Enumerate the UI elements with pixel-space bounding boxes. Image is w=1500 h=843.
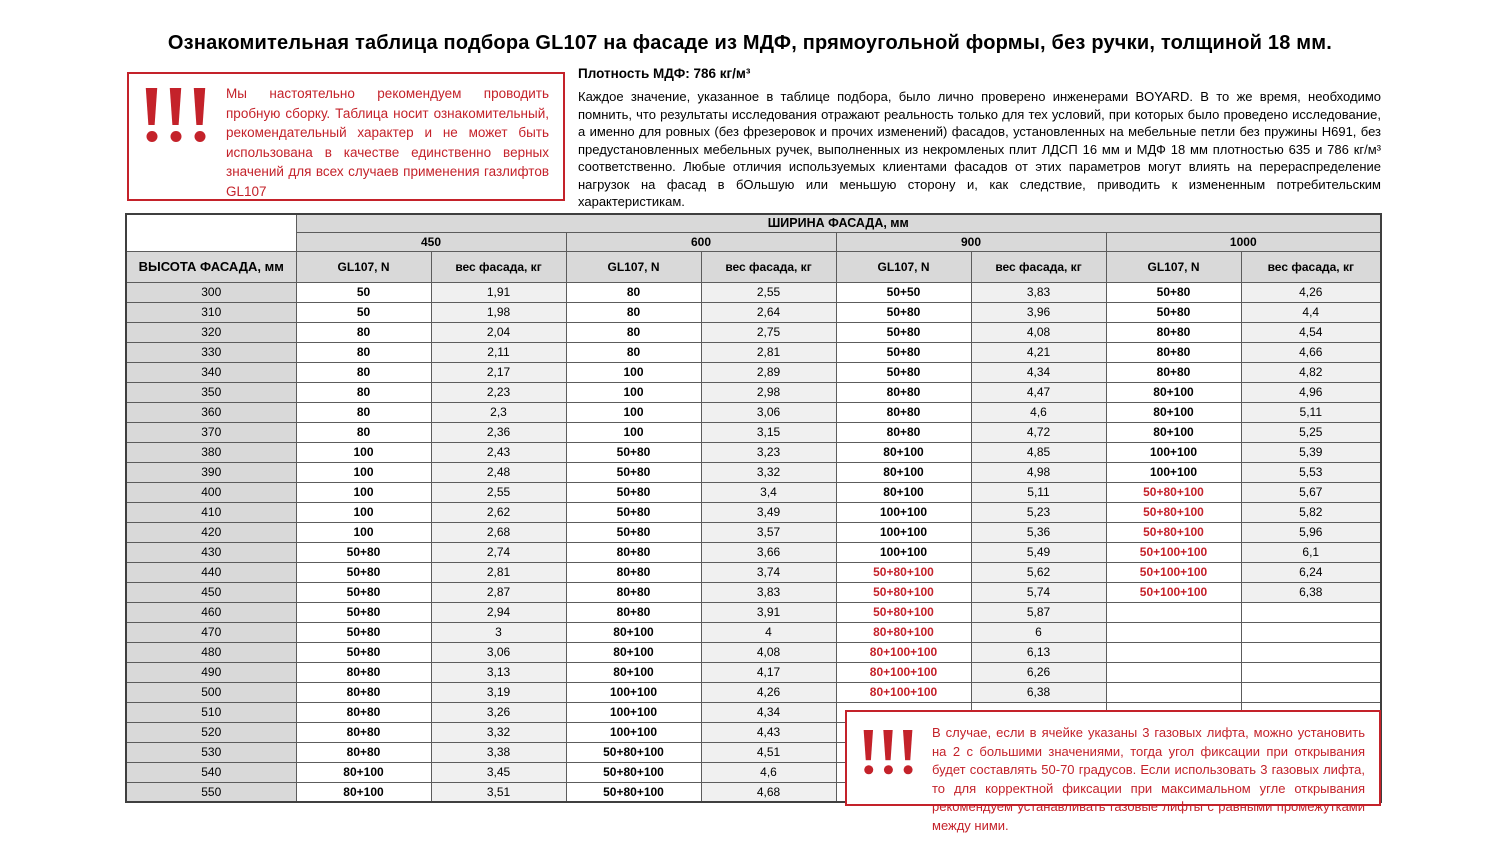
gl107-value-cell: 100+100 xyxy=(836,542,971,562)
gl107-value-cell: 50+80+100 xyxy=(836,602,971,622)
width-group-header: 600 xyxy=(566,232,836,251)
gl107-value-cell: 100+100 xyxy=(1106,462,1241,482)
weight-value-cell: 2,81 xyxy=(431,562,566,582)
weight-value-cell: 6,13 xyxy=(971,642,1106,662)
weight-value-cell: 3,57 xyxy=(701,522,836,542)
top-warning-box xyxy=(127,72,565,201)
weight-value-cell: 1,98 xyxy=(431,302,566,322)
weight-value-cell: 4,17 xyxy=(701,662,836,682)
gl107-value-cell: 80+100 xyxy=(296,782,431,802)
weight-value-cell: 3,49 xyxy=(701,502,836,522)
gl107-value-cell: 80+100+100 xyxy=(836,662,971,682)
weight-value-cell: 4,43 xyxy=(701,722,836,742)
gl107-value-cell: 50+80 xyxy=(566,442,701,462)
gl107-value-cell: 50+100+100 xyxy=(1106,542,1241,562)
weight-value-cell: 4,85 xyxy=(971,442,1106,462)
height-cell: 380 xyxy=(126,442,296,462)
weight-value-cell: 2,98 xyxy=(701,382,836,402)
weight-value-cell: 4,34 xyxy=(701,702,836,722)
gl107-value-cell: 80+80+100 xyxy=(836,622,971,642)
gl107-value-cell: 80+100 xyxy=(1106,422,1241,442)
weight-value-cell: 3 xyxy=(431,622,566,642)
weight-value-cell: 5,39 xyxy=(1241,442,1381,462)
gl107-value-cell: 100+100 xyxy=(1106,442,1241,462)
weight-value-cell: 2,55 xyxy=(701,282,836,302)
weight-value-cell: 4,34 xyxy=(971,362,1106,382)
intro-paragraph: Каждое значение, указанное в таблице подбора, было лично проверено инженерами BOYARD. В то же время, необходимо помнить, что результаты исследования отражают реальность только для тех условий, при которых было проведено исследование, а именно для ровных (без фрезеровок и прочих изменений) фасадов, установленных на мебельные петли без пружины H691, без предустановленных мебельных ручек, выполненных из некромленых плит ЛДСП 16 мм и МДФ 18 мм плотностью 635 и 786 кг/м³ соответственно. Любые отличия используемых клиентами фасадов от этих параметров могут влиять на перераспределение нагрузок на фасад в бОльшую или меньшую сторону и, как следствие, приводить к измененным потребительским характеристикам. xyxy=(578,89,1381,209)
weight-value-cell: 5,11 xyxy=(971,482,1106,502)
gl107-value-cell: 80+80 xyxy=(566,542,701,562)
table-row xyxy=(126,502,1381,522)
gl107-value-cell: 100 xyxy=(296,522,431,542)
gl107-value-cell: 80+100+100 xyxy=(836,682,971,702)
gl107-value-cell: 80+100 xyxy=(566,662,701,682)
weight-value-cell: 4,21 xyxy=(971,342,1106,362)
gl107-value-cell: 80+80 xyxy=(1106,342,1241,362)
empty-cell xyxy=(1106,662,1241,682)
table-row xyxy=(126,402,1381,422)
gl107-value-cell: 80+80 xyxy=(836,422,971,442)
weight-value-cell: 3,74 xyxy=(701,562,836,582)
gl107-value-cell: 80+100 xyxy=(836,462,971,482)
weight-value-cell: 6 xyxy=(971,622,1106,642)
height-cell: 420 xyxy=(126,522,296,542)
empty-cell xyxy=(1106,682,1241,702)
weight-value-cell: 2,48 xyxy=(431,462,566,482)
gl107-value-cell: 80 xyxy=(566,342,701,362)
gl107-value-cell: 80 xyxy=(566,322,701,342)
gl107-value-cell: 80 xyxy=(296,382,431,402)
gl107-value-cell: 80+80 xyxy=(296,702,431,722)
height-cell: 550 xyxy=(126,782,296,802)
gl107-value-cell: 100+100 xyxy=(836,502,971,522)
gl107-value-cell: 50+80+100 xyxy=(1106,482,1241,502)
weight-value-cell: 4,96 xyxy=(1241,382,1381,402)
height-cell: 360 xyxy=(126,402,296,422)
weight-value-cell: 2,43 xyxy=(431,442,566,462)
gl107-value-cell: 80+80 xyxy=(836,382,971,402)
weight-value-cell: 2,23 xyxy=(431,382,566,402)
weight-value-cell: 3,45 xyxy=(431,762,566,782)
weight-value-cell: 3,15 xyxy=(701,422,836,442)
height-cell: 480 xyxy=(126,642,296,662)
weight-value-cell: 4,26 xyxy=(1241,282,1381,302)
weight-value-cell: 3,51 xyxy=(431,782,566,802)
weight-value-cell: 6,1 xyxy=(1241,542,1381,562)
gl107-value-cell: 100 xyxy=(566,382,701,402)
table-row xyxy=(126,642,1381,662)
gl107-value-cell: 50+80+100 xyxy=(566,742,701,762)
weight-value-cell: 3,91 xyxy=(701,602,836,622)
height-cell: 490 xyxy=(126,662,296,682)
gl107-value-cell: 50+80+100 xyxy=(566,782,701,802)
table-row xyxy=(126,622,1381,642)
height-cell: 320 xyxy=(126,322,296,342)
weight-value-cell: 4,68 xyxy=(701,782,836,802)
gl107-value-cell: 50+80 xyxy=(296,562,431,582)
gl107-value-cell: 100 xyxy=(566,422,701,442)
weight-value-cell: 2,87 xyxy=(431,582,566,602)
empty-cell xyxy=(1241,682,1381,702)
width-group-header: 900 xyxy=(836,232,1106,251)
height-cell: 520 xyxy=(126,722,296,742)
table-row xyxy=(126,342,1381,362)
weight-value-cell: 4,6 xyxy=(971,402,1106,422)
gl107-value-cell: 80+100 xyxy=(836,482,971,502)
height-cell: 400 xyxy=(126,482,296,502)
height-cell: 470 xyxy=(126,622,296,642)
gl107-value-cell: 50+100+100 xyxy=(1106,582,1241,602)
weight-value-cell: 4,51 xyxy=(701,742,836,762)
gl107-value-cell: 50+80 xyxy=(836,302,971,322)
weight-value-cell: 2,17 xyxy=(431,362,566,382)
weight-value-cell: 3,06 xyxy=(431,642,566,662)
weight-value-cell: 4,4 xyxy=(1241,302,1381,322)
table-header-row-width xyxy=(126,214,1381,232)
height-cell: 300 xyxy=(126,282,296,302)
empty-cell xyxy=(1106,602,1241,622)
gl107-value-cell: 80+100 xyxy=(1106,382,1241,402)
gl107-value-cell: 80+80 xyxy=(296,682,431,702)
gl107-value-cell: 50+80 xyxy=(296,582,431,602)
gl107-value-cell: 80+80 xyxy=(566,562,701,582)
gl107-value-cell: 80+100+100 xyxy=(836,642,971,662)
height-cell: 540 xyxy=(126,762,296,782)
weight-value-cell: 1,91 xyxy=(431,282,566,302)
weight-value-cell: 2,11 xyxy=(431,342,566,362)
weight-value-cell: 2,94 xyxy=(431,602,566,622)
gl107-value-cell: 100 xyxy=(296,442,431,462)
weight-value-cell: 2,3 xyxy=(431,402,566,422)
table-row xyxy=(126,602,1381,622)
table-row xyxy=(126,682,1381,702)
table-row xyxy=(126,522,1381,542)
gl107-value-cell: 50+80 xyxy=(296,642,431,662)
gl107-value-cell: 80+100 xyxy=(566,622,701,642)
height-cell: 370 xyxy=(126,422,296,442)
empty-cell xyxy=(1241,662,1381,682)
weight-value-cell: 2,55 xyxy=(431,482,566,502)
gl107-value-cell: 50+80+100 xyxy=(566,762,701,782)
weight-value-cell: 3,23 xyxy=(701,442,836,462)
gl107-value-cell: 100 xyxy=(296,462,431,482)
gl107-value-cell: 80+80 xyxy=(566,602,701,622)
gl107-value-cell: 50+80 xyxy=(1106,302,1241,322)
table-row xyxy=(126,462,1381,482)
gl107-value-cell: 80 xyxy=(296,342,431,362)
weight-value-cell: 3,19 xyxy=(431,682,566,702)
table-row xyxy=(126,382,1381,402)
weight-value-cell: 6,26 xyxy=(971,662,1106,682)
empty-cell xyxy=(1106,622,1241,642)
gl107-value-cell: 100 xyxy=(296,482,431,502)
table-row xyxy=(126,662,1381,682)
gl107-value-cell: 50 xyxy=(296,302,431,322)
weight-value-cell: 4,98 xyxy=(971,462,1106,482)
gl107-value-cell: 50+80 xyxy=(836,342,971,362)
table-row xyxy=(126,482,1381,502)
weight-value-cell: 3,13 xyxy=(431,662,566,682)
gl107-value-cell: 50+80 xyxy=(836,362,971,382)
weight-value-cell: 4,47 xyxy=(971,382,1106,402)
triple-exclamation-icon xyxy=(145,88,206,142)
gl107-value-cell: 50+80+100 xyxy=(1106,502,1241,522)
gl107-value-cell: 80+100 xyxy=(566,642,701,662)
gl107-value-cell: 80 xyxy=(296,322,431,342)
weight-value-cell: 4,08 xyxy=(701,642,836,662)
weight-value-cell: 3,83 xyxy=(971,282,1106,302)
table-row xyxy=(126,562,1381,582)
height-cell: 510 xyxy=(126,702,296,722)
empty-cell xyxy=(1241,602,1381,622)
weight-value-cell: 3,4 xyxy=(701,482,836,502)
triple-exclamation-icon xyxy=(863,730,913,774)
height-cell: 310 xyxy=(126,302,296,322)
gl107-value-cell: 50+50 xyxy=(836,282,971,302)
gl107-value-cell: 50+80 xyxy=(296,602,431,622)
height-cell: 340 xyxy=(126,362,296,382)
gl107-value-cell: 100+100 xyxy=(566,682,701,702)
height-cell: 430 xyxy=(126,542,296,562)
gl107-value-cell: 80+80 xyxy=(836,402,971,422)
weight-value-cell: 4,6 xyxy=(701,762,836,782)
weight-value-cell: 3,26 xyxy=(431,702,566,722)
weight-value-cell: 5,53 xyxy=(1241,462,1381,482)
table-row xyxy=(126,302,1381,322)
table-row xyxy=(126,542,1381,562)
gl107-value-cell: 100+100 xyxy=(566,722,701,742)
gl107-value-cell: 50+80 xyxy=(566,462,701,482)
gl107-value-cell: 50+80+100 xyxy=(836,562,971,582)
weight-value-cell: 6,38 xyxy=(1241,582,1381,602)
height-cell: 350 xyxy=(126,382,296,402)
weight-subheader-cell: вес фасада, кг xyxy=(701,251,836,282)
weight-subheader-cell: вес фасада, кг xyxy=(971,251,1106,282)
weight-value-cell: 2,04 xyxy=(431,322,566,342)
weight-value-cell: 4,54 xyxy=(1241,322,1381,342)
gl107-value-cell: 50+80 xyxy=(836,322,971,342)
width-group-header: 450 xyxy=(296,232,566,251)
gl107-value-cell: 80+100 xyxy=(296,762,431,782)
weight-value-cell: 4,08 xyxy=(971,322,1106,342)
height-cell: 390 xyxy=(126,462,296,482)
weight-value-cell: 5,62 xyxy=(971,562,1106,582)
gl107-value-cell: 50+80 xyxy=(566,482,701,502)
top-warning-text: Мы настоятельно рекомендуем проводить пробную сборку. Таблица носит ознакомительный, рекомендательный характер и не может быть использована в качестве единственно верных значений для всех случаев применения газлифтов GL107 xyxy=(226,86,549,199)
weight-value-cell: 5,11 xyxy=(1241,402,1381,422)
weight-value-cell: 3,06 xyxy=(701,402,836,422)
table-header-row-sub xyxy=(126,251,1381,282)
weight-value-cell: 4,26 xyxy=(701,682,836,702)
gl107-value-cell: 50+80+100 xyxy=(836,582,971,602)
gl107-subheader-cell: GL107, N xyxy=(296,251,431,282)
gl107-value-cell: 50+80 xyxy=(296,542,431,562)
weight-value-cell: 3,66 xyxy=(701,542,836,562)
gl107-subheader-cell: GL107, N xyxy=(836,251,971,282)
table-row xyxy=(126,582,1381,602)
weight-value-cell: 5,25 xyxy=(1241,422,1381,442)
bottom-warning-box xyxy=(845,710,1381,833)
weight-value-cell: 3,32 xyxy=(431,722,566,742)
gl107-value-cell: 80+80 xyxy=(1106,362,1241,382)
gl107-value-cell: 50+80 xyxy=(1106,282,1241,302)
weight-value-cell: 2,64 xyxy=(701,302,836,322)
weight-value-cell: 3,96 xyxy=(971,302,1106,322)
weight-value-cell: 5,36 xyxy=(971,522,1106,542)
table-row xyxy=(126,322,1381,342)
page-title: Ознакомительная таблица подбора GL107 на фасаде из МДФ, прямоугольной формы, без ручки, толщиной 18 мм. xyxy=(167,32,1333,54)
weight-value-cell: 2,74 xyxy=(431,542,566,562)
table-corner-cell xyxy=(126,214,296,251)
empty-cell xyxy=(1241,622,1381,642)
weight-value-cell: 2,89 xyxy=(701,362,836,382)
gl107-value-cell: 50+80 xyxy=(296,622,431,642)
gl107-value-cell: 100+100 xyxy=(566,702,701,722)
empty-cell xyxy=(1241,642,1381,662)
weight-value-cell: 5,23 xyxy=(971,502,1106,522)
gl107-value-cell: 50+100+100 xyxy=(1106,562,1241,582)
gl107-value-cell: 80+80 xyxy=(296,722,431,742)
gl107-value-cell: 100 xyxy=(566,362,701,382)
weight-value-cell: 5,67 xyxy=(1241,482,1381,502)
weight-value-cell: 4 xyxy=(701,622,836,642)
gl107-value-cell: 50+80+100 xyxy=(1106,522,1241,542)
weight-value-cell: 3,38 xyxy=(431,742,566,762)
gl107-value-cell: 80+80 xyxy=(296,742,431,762)
weight-value-cell: 6,38 xyxy=(971,682,1106,702)
gl107-value-cell: 80+80 xyxy=(1106,322,1241,342)
gl107-value-cell: 50+80 xyxy=(566,522,701,542)
gl107-value-cell: 80 xyxy=(296,422,431,442)
weight-value-cell: 3,83 xyxy=(701,582,836,602)
gl107-value-cell: 80 xyxy=(566,302,701,322)
weight-subheader-cell: вес фасада, кг xyxy=(1241,251,1381,282)
height-header-cell: ВЫСОТА ФАСАДА, мм xyxy=(126,251,296,282)
height-cell: 530 xyxy=(126,742,296,762)
weight-value-cell: 5,49 xyxy=(971,542,1106,562)
gl107-value-cell: 100 xyxy=(566,402,701,422)
weight-value-cell: 5,74 xyxy=(971,582,1106,602)
gl107-value-cell: 80+100 xyxy=(836,442,971,462)
table-row xyxy=(126,442,1381,462)
weight-value-cell: 4,66 xyxy=(1241,342,1381,362)
weight-value-cell: 2,36 xyxy=(431,422,566,442)
weight-value-cell: 2,62 xyxy=(431,502,566,522)
width-header-cell: ШИРИНА ФАСАДА, мм xyxy=(296,214,1381,232)
gl107-value-cell: 80+80 xyxy=(296,662,431,682)
gl107-value-cell: 80 xyxy=(566,282,701,302)
width-group-header: 1000 xyxy=(1106,232,1381,251)
weight-value-cell: 4,82 xyxy=(1241,362,1381,382)
bottom-warning-text: В случае, если в ячейке указаны 3 газовых лифта, можно установить на 2 с большими значениями, тогда угол фиксации при открывания будет составлять 50-70 градусов. Если использовать 3 газовых лифта, то для корректной фиксации при максимальном угле открывания рекомендуем устанавливать газовые лифты с равными промежутками между ними. xyxy=(932,725,1365,833)
weight-value-cell: 2,81 xyxy=(701,342,836,362)
gl107-subheader-cell: GL107, N xyxy=(1106,251,1241,282)
height-cell: 330 xyxy=(126,342,296,362)
weight-value-cell: 5,96 xyxy=(1241,522,1381,542)
weight-value-cell: 2,68 xyxy=(431,522,566,542)
table-row xyxy=(126,282,1381,302)
gl107-value-cell: 80 xyxy=(296,362,431,382)
weight-value-cell: 6,24 xyxy=(1241,562,1381,582)
gl107-value-cell: 50 xyxy=(296,282,431,302)
weight-subheader-cell: вес фасада, кг xyxy=(431,251,566,282)
gl107-value-cell: 50+80 xyxy=(566,502,701,522)
mdf-density-note: Плотность МДФ: 786 кг/м³ xyxy=(578,66,751,81)
weight-value-cell: 4,72 xyxy=(971,422,1106,442)
table-row xyxy=(126,422,1381,442)
height-cell: 440 xyxy=(126,562,296,582)
height-cell: 500 xyxy=(126,682,296,702)
height-cell: 460 xyxy=(126,602,296,622)
table-row xyxy=(126,362,1381,382)
gl107-value-cell: 80+100 xyxy=(1106,402,1241,422)
gl107-value-cell: 80 xyxy=(296,402,431,422)
empty-cell xyxy=(1106,642,1241,662)
height-cell: 410 xyxy=(126,502,296,522)
gl107-subheader-cell: GL107, N xyxy=(566,251,701,282)
gl107-value-cell: 80+80 xyxy=(566,582,701,602)
weight-value-cell: 2,75 xyxy=(701,322,836,342)
height-cell: 450 xyxy=(126,582,296,602)
weight-value-cell: 3,32 xyxy=(701,462,836,482)
gl107-value-cell: 100 xyxy=(296,502,431,522)
weight-value-cell: 5,82 xyxy=(1241,502,1381,522)
gl107-value-cell: 100+100 xyxy=(836,522,971,542)
weight-value-cell: 5,87 xyxy=(971,602,1106,622)
table-header-row-groups xyxy=(126,232,1381,251)
